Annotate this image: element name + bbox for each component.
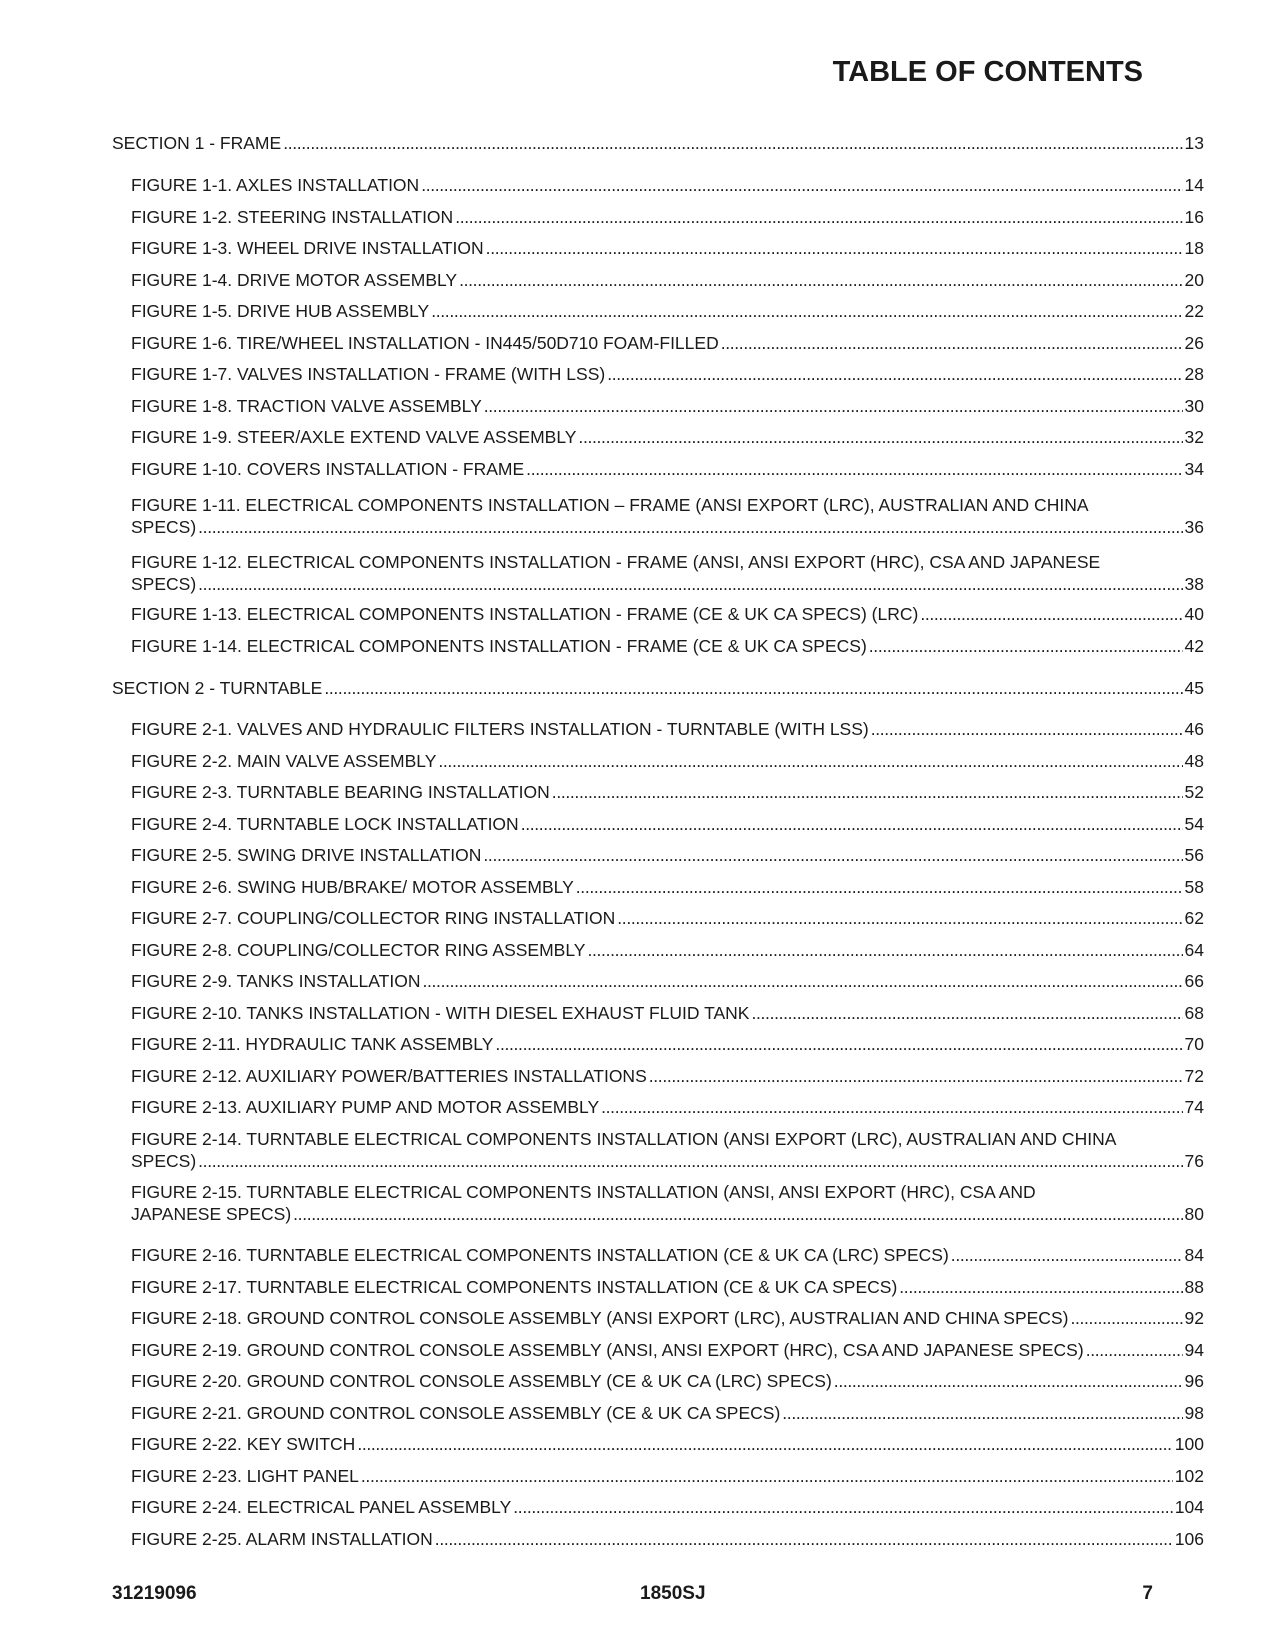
dot-leader [1086, 1339, 1183, 1361]
toc-figure-entry[interactable] [131, 237, 1204, 259]
toc-entry-page: 64 [1184, 940, 1204, 960]
dot-leader [751, 1002, 1182, 1024]
toc-entry-page: 46 [1184, 719, 1204, 739]
toc-figure-entry[interactable] [131, 876, 1204, 898]
toc-entry-page: 14 [1184, 175, 1204, 195]
toc-figure-entry[interactable] [131, 551, 1204, 595]
dot-leader [617, 907, 1182, 929]
toc-entry-title: FIGURE 2-8. COUPLING/COLLECTOR RING ASSEMBLY [131, 940, 586, 960]
toc-entry-title: FIGURE 2-10. TANKS INSTALLATION - WITH DIESEL EXHAUST FLUID TANK [131, 1003, 750, 1023]
toc-entry-title: FIGURE 1-9. STEER/AXLE EXTEND VALVE ASSEMBLY [131, 427, 577, 447]
toc-entry-title: FIGURE 2-24. ELECTRICAL PANEL ASSEMBLY [131, 1497, 512, 1517]
dot-leader [521, 813, 1183, 835]
toc-entry-title: FIGURE 2-2. MAIN VALVE ASSEMBLY [131, 751, 437, 771]
toc-figure-entry[interactable] [131, 1065, 1204, 1087]
toc-entry-title: SECTION 2 - TURNTABLE [112, 678, 323, 698]
dot-leader [869, 635, 1183, 657]
toc-entry-title-line1: FIGURE 2-15. TURNTABLE ELECTRICAL COMPONENTS INSTALLATION (ANSI, ANSI EXPORT (HRC), CSA AND [131, 1182, 1036, 1202]
toc-entry-page: 36 [1184, 517, 1204, 537]
toc-entry-title: SPECS) [131, 574, 197, 594]
toc-entry-page: 68 [1184, 1003, 1204, 1023]
toc-figure-entry[interactable] [131, 1339, 1204, 1361]
toc-figure-entry[interactable] [131, 1181, 1204, 1225]
toc-figure-entry[interactable] [131, 1096, 1204, 1118]
toc-entry-page: 32 [1184, 427, 1204, 447]
dot-leader [871, 718, 1183, 740]
toc-entry-page: 28 [1184, 364, 1204, 384]
dot-leader [513, 1496, 1173, 1518]
toc-entry-title-line1: FIGURE 1-12. ELECTRICAL COMPONENTS INSTALLATION - FRAME (ANSI, ANSI EXPORT (HRC), CSA AND JAPANESE [131, 552, 1101, 572]
dot-leader [721, 332, 1183, 354]
footer-page-number: 7 [1142, 1583, 1153, 1604]
toc-figure-entry[interactable] [131, 1128, 1204, 1172]
dot-leader [649, 1065, 1183, 1087]
toc-entry-title: FIGURE 1-5. DRIVE HUB ASSEMBLY [131, 301, 430, 321]
toc-entry-title: FIGURE 2-18. GROUND CONTROL CONSOLE ASSEMBLY (ANSI EXPORT (LRC), AUSTRALIAN AND CHINA SPECS) [131, 1308, 1069, 1328]
toc-entry-page: 96 [1184, 1371, 1204, 1391]
toc-entry-title: FIGURE 1-3. WHEEL DRIVE INSTALLATION [131, 238, 484, 258]
dot-leader [1070, 1307, 1182, 1329]
toc-entry-page: 100 [1174, 1434, 1204, 1454]
toc-entry-page: 38 [1184, 574, 1204, 594]
dot-leader [455, 206, 1182, 228]
dot-leader [198, 1150, 1182, 1172]
toc-entry-page: 58 [1184, 877, 1204, 897]
toc-entry-title: FIGURE 2-22. KEY SWITCH [131, 1434, 356, 1454]
toc-figure-entry[interactable] [131, 458, 1204, 480]
toc-entry-page: 20 [1184, 270, 1204, 290]
toc-entry-page: 52 [1184, 782, 1204, 802]
toc-entry-title: FIGURE 1-8. TRACTION VALVE ASSEMBLY [131, 396, 482, 416]
dot-leader [526, 458, 1182, 480]
toc-entry-page: 102 [1174, 1466, 1204, 1486]
toc-entry-page: 80 [1184, 1204, 1204, 1224]
toc-entry-title: FIGURE 2-23. LIGHT PANEL [131, 1466, 359, 1486]
dot-leader [920, 603, 1182, 625]
toc-entry-page: 84 [1184, 1245, 1204, 1265]
toc-figure-entry[interactable] [131, 1433, 1204, 1455]
toc-entry-title: FIGURE 1-7. VALVES INSTALLATION - FRAME (WITH LSS) [131, 364, 606, 384]
toc-entry-title: FIGURE 2-4. TURNTABLE LOCK INSTALLATION [131, 814, 519, 834]
toc-entry-title: FIGURE 1-4. DRIVE MOTOR ASSEMBLY [131, 270, 458, 290]
toc-entry-page: 88 [1184, 1277, 1204, 1297]
dot-leader [283, 132, 1182, 154]
toc-entry-page: 18 [1184, 238, 1204, 258]
toc-figure-entry[interactable] [131, 1496, 1204, 1518]
toc-figure-entry[interactable] [131, 206, 1204, 228]
toc-entry-page: 92 [1184, 1308, 1204, 1328]
dot-leader [438, 750, 1182, 772]
toc-entry-title: FIGURE 2-13. AUXILIARY PUMP AND MOTOR ASSEMBLY [131, 1097, 600, 1117]
footer-doc-number: 31219096 [112, 1583, 197, 1604]
toc-entry-page: 62 [1184, 908, 1204, 928]
toc-figure-entry[interactable] [131, 635, 1204, 657]
dot-leader [361, 1465, 1173, 1487]
dot-leader [421, 174, 1182, 196]
dot-leader [198, 573, 1182, 595]
toc-entry-page: 56 [1184, 845, 1204, 865]
dot-leader [576, 876, 1183, 898]
toc-figure-entry[interactable] [131, 494, 1204, 538]
dot-leader [431, 300, 1182, 322]
toc-figure-entry[interactable] [131, 844, 1204, 866]
toc-figure-entry[interactable] [131, 332, 1204, 354]
toc-entry-page: 98 [1184, 1403, 1204, 1423]
toc-entry-page: 66 [1184, 971, 1204, 991]
toc-figure-entry[interactable] [131, 300, 1204, 322]
toc-figure-entry[interactable] [131, 1402, 1204, 1424]
toc-entry-title: FIGURE 2-20. GROUND CONTROL CONSOLE ASSEMBLY (CE & UK CA (LRC) SPECS) [131, 1371, 832, 1391]
dot-leader [435, 1528, 1173, 1550]
toc-entry-page: 34 [1184, 459, 1204, 479]
toc-entry-page: 16 [1184, 207, 1204, 227]
dot-leader [899, 1276, 1182, 1298]
dot-leader [587, 939, 1182, 961]
dot-leader [782, 1402, 1182, 1424]
toc-entry-title: FIGURE 2-21. GROUND CONTROL CONSOLE ASSEMBLY (CE & UK CA SPECS) [131, 1403, 781, 1423]
dot-leader [198, 516, 1182, 538]
toc-entry-page: 13 [1184, 133, 1204, 153]
toc-figure-entry[interactable] [131, 269, 1204, 291]
toc-entry-title: FIGURE 1-13. ELECTRICAL COMPONENTS INSTALLATION - FRAME (CE & UK CA SPECS) (LRC) [131, 604, 919, 624]
toc-entry-title: FIGURE 2-5. SWING DRIVE INSTALLATION [131, 845, 482, 865]
toc-figure-entry[interactable] [131, 1465, 1204, 1487]
toc-figure-entry[interactable] [131, 395, 1204, 417]
toc-entry-page: 76 [1184, 1151, 1204, 1171]
page-title: TABLE OF CONTENTS [832, 56, 1143, 88]
toc-entry-title: SPECS) [131, 1151, 197, 1171]
toc-entry-title-line1: FIGURE 1-11. ELECTRICAL COMPONENTS INSTALLATION – FRAME (ANSI EXPORT (LRC), AUSTRALIAN AND CHINA [131, 495, 1089, 515]
toc-entry-title: FIGURE 2-9. TANKS INSTALLATION [131, 971, 421, 991]
toc-entry-title-line1: FIGURE 2-14. TURNTABLE ELECTRICAL COMPONENTS INSTALLATION (ANSI EXPORT (LRC), AUSTRALIAN AND CHINA [131, 1129, 1117, 1149]
toc-figure-entry[interactable] [131, 1370, 1204, 1392]
toc-figure-entry[interactable] [131, 1528, 1204, 1550]
toc-entry-page: 94 [1184, 1340, 1204, 1360]
toc-entry-title: FIGURE 2-3. TURNTABLE BEARING INSTALLATION [131, 782, 550, 802]
toc-figure-entry[interactable] [131, 1276, 1204, 1298]
toc-entry-page: 72 [1184, 1066, 1204, 1086]
toc-entry-title: FIGURE 2-12. AUXILIARY POWER/BATTERIES INSTALLATIONS [131, 1066, 647, 1086]
toc-figure-entry[interactable] [131, 781, 1204, 803]
dot-leader [324, 677, 1182, 699]
toc-figure-entry[interactable] [131, 363, 1204, 385]
toc-figure-entry[interactable] [131, 174, 1204, 196]
toc-entry-title: JAPANESE SPECS) [131, 1204, 292, 1224]
footer-model: 1850SJ [640, 1583, 706, 1604]
dot-leader [357, 1433, 1172, 1455]
dot-leader [486, 237, 1183, 259]
dot-leader [951, 1244, 1183, 1266]
toc-entry-page: 104 [1174, 1497, 1204, 1517]
dot-leader [484, 395, 1183, 417]
toc-entry-page: 74 [1184, 1097, 1204, 1117]
toc-entry-title: FIGURE 1-6. TIRE/WHEEL INSTALLATION - IN445/50D710 FOAM-FILLED [131, 333, 719, 353]
toc-entry-title: FIGURE 1-2. STEERING INSTALLATION [131, 207, 454, 227]
toc-figure-entry[interactable] [131, 939, 1204, 961]
dot-leader [552, 781, 1183, 803]
toc-figure-entry[interactable] [131, 603, 1204, 625]
toc-entry-title: SPECS) [131, 517, 197, 537]
toc-entry-page: 22 [1184, 301, 1204, 321]
dot-leader [834, 1370, 1183, 1392]
dot-leader [422, 970, 1182, 992]
toc-entry-title: FIGURE 2-6. SWING HUB/BRAKE/ MOTOR ASSEMBLY [131, 877, 574, 897]
dot-leader [601, 1096, 1182, 1118]
toc-section-entry[interactable] [112, 677, 1204, 699]
toc-figure-entry[interactable] [131, 718, 1204, 740]
toc-entry-title: FIGURE 1-10. COVERS INSTALLATION - FRAME [131, 459, 525, 479]
toc-entry-page: 106 [1174, 1529, 1204, 1549]
dot-leader [483, 844, 1182, 866]
toc-entry-title: FIGURE 2-11. HYDRAULIC TANK ASSEMBLY [131, 1034, 494, 1054]
toc-section-entry[interactable] [112, 132, 1204, 154]
toc-entry-title: FIGURE 1-1. AXLES INSTALLATION [131, 175, 420, 195]
toc-entry-title: FIGURE 1-14. ELECTRICAL COMPONENTS INSTALLATION - FRAME (CE & UK CA SPECS) [131, 636, 867, 656]
toc-figure-entry[interactable] [131, 426, 1204, 448]
toc-figure-entry[interactable] [131, 1002, 1204, 1024]
dot-leader [607, 363, 1182, 385]
toc-figure-entry[interactable] [131, 813, 1204, 835]
toc-entry-title: FIGURE 2-19. GROUND CONTROL CONSOLE ASSEMBLY (ANSI, ANSI EXPORT (HRC), CSA AND JAPANESE SPECS) [131, 1340, 1084, 1360]
toc-entry-page: 54 [1184, 814, 1204, 834]
dot-leader [459, 269, 1182, 291]
dot-leader [495, 1033, 1182, 1055]
toc-entry-page: 26 [1184, 333, 1204, 353]
dot-leader [293, 1203, 1182, 1225]
toc-figure-entry[interactable] [131, 907, 1204, 929]
toc-entry-title: SECTION 1 - FRAME [112, 133, 282, 153]
toc-entry-page: 70 [1184, 1034, 1204, 1054]
toc-entry-title: FIGURE 2-1. VALVES AND HYDRAULIC FILTERS INSTALLATION - TURNTABLE (WITH LSS) [131, 719, 869, 739]
toc-figure-entry[interactable] [131, 750, 1204, 772]
toc-figure-entry[interactable] [131, 1244, 1204, 1266]
dot-leader [578, 426, 1182, 448]
toc-figure-entry[interactable] [131, 1307, 1204, 1329]
toc-entry-title: FIGURE 2-7. COUPLING/COLLECTOR RING INSTALLATION [131, 908, 616, 928]
toc-figure-entry[interactable] [131, 1033, 1204, 1055]
toc-entry-page: 30 [1184, 396, 1204, 416]
toc-entry-page: 48 [1184, 751, 1204, 771]
toc-entry-page: 42 [1184, 636, 1204, 656]
toc-entry-title: FIGURE 2-25. ALARM INSTALLATION [131, 1529, 433, 1549]
toc-figure-entry[interactable] [131, 970, 1204, 992]
toc-entry-title: FIGURE 2-16. TURNTABLE ELECTRICAL COMPONENTS INSTALLATION (CE & UK CA (LRC) SPECS) [131, 1245, 949, 1265]
toc-entry-page: 40 [1184, 604, 1204, 624]
toc-entry-title: FIGURE 2-17. TURNTABLE ELECTRICAL COMPONENTS INSTALLATION (CE & UK CA SPECS) [131, 1277, 898, 1297]
toc-entry-page: 45 [1184, 678, 1204, 698]
